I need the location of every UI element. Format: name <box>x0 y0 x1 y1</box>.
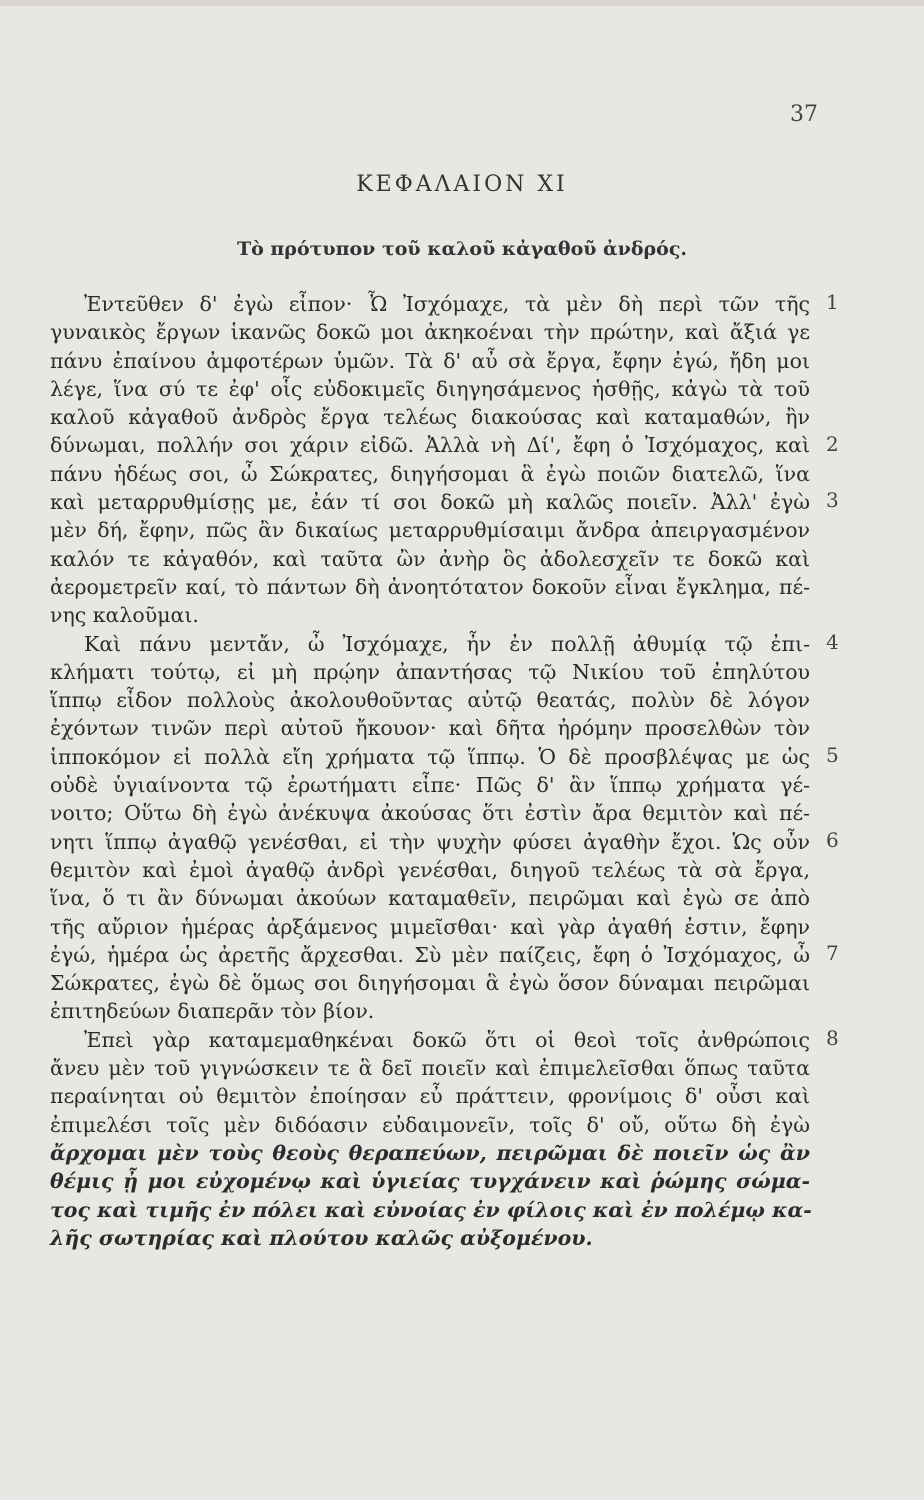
text-line: ἵνα, ὅ τι ἂν δύνωμαι ἀκούων καταμαθεῖν, πειρῶμαι καὶ ἐγὼ σε ἀπὸ <box>50 886 810 911</box>
text-line: Σώκρατες, ἐγὼ δὲ ὅμως σοι διηγήσομαι ἃ ἐγὼ ὅσον δύναμαι πειρῶμαι <box>50 971 810 996</box>
section-number: 6 <box>826 827 839 852</box>
section-number: 5 <box>826 742 839 767</box>
text-line: Ἐντεῦθεν δ' ἐγὼ εἶπον· Ὦ Ἰσχόμαχε, τὰ μὲν δὴ περὶ τῶν τῆς <box>84 292 810 316</box>
text-line: περαίνηται οὐ θεμιτὸν ἐποίησαν εὖ πράττειν, φρονίμοις δ' οὖσι καὶ <box>50 1084 810 1109</box>
text-line: νοιτο; Οὕτω δὴ ἐγὼ ἀνέκυψα ἀκούσας ὅτι ἐστὶν ἄρα θεμιτὸν καὶ πέ- <box>50 801 810 826</box>
text-line: καλόν τε κἀγαθόν, καὶ ταῦτα ὢν ἀνὴρ ὃς ἀδολεσχεῖν τε δοκῶ καὶ <box>50 546 810 571</box>
text-line: λέγε, ἵνα σύ τε ἐφ' οἷς εὐδοκιμεῖς διηγησάμενος ἡσθῇς, κἀγὼ τὰ τοῦ <box>50 376 810 401</box>
text-line: οὐδὲ ὑγιαίνοντα τῷ ἐρωτήματι εἶπε· Πῶς δ' ἂν ἵππῳ χρήματα γέ- <box>50 773 810 798</box>
text-line: ἐχόντων τινῶν περὶ αὐτοῦ ἤκουον· καὶ δῆτα ἠρόμην προσελθὼν τὸν <box>50 716 810 741</box>
text-line: ἐπιμελέσι τοῖς μὲν διδόασιν εὐδαιμονεῖν, τοῖς δ' οὔ, οὕτω δὴ ἐγὼ <box>50 1112 810 1137</box>
text-line: θεμιτὸν καὶ ἐμοὶ ἀγαθῷ ἀνδρὶ γενέσθαι, διηγοῦ τελέως τὰ σὰ ἔργα, <box>50 857 810 882</box>
text-line: θέμις ᾖ μοι εὐχομένῳ καὶ ὑγιείας τυγχάνειν καὶ ῥώμης σώμα- <box>50 1169 810 1194</box>
text-line: κλήματι τούτῳ, εἰ μὴ πρῴην ἀπαντήσας τῷ Νικίου τοῦ ἐπηλύτου <box>50 659 810 684</box>
section-number: 3 <box>826 488 839 513</box>
text-line: ἐπιτηδεύων διαπερᾶν τὸν βίον. <box>50 999 375 1024</box>
text-line: νης καλοῦμαι. <box>50 603 199 628</box>
text-line: πάνυ ἐπαίνου ἀμφοτέρων ὑμῶν. Τὰ δ' αὖ σὰ ἔργα, ἔφην ἐγώ, ἤδη μοι <box>50 348 810 373</box>
section-number: 7 <box>826 940 839 965</box>
text-line: ἀερομετρεῖν καί, τὸ πάντων δὴ ἀνοητότατον δοκοῦν εἶναι ἔγκλημα, πέ- <box>50 574 810 599</box>
text-line: ἄνευ μὲν τοῦ γιγνώσκειν τε ἃ δεῖ ποιεῖν καὶ ἐπιμελεῖσθαι ὅπως ταῦτα <box>50 1056 810 1081</box>
text-line: Ἐπεὶ γὰρ καταμεμαθηκέναι δοκῶ ὅτι οἱ θεοὶ τοῖς ἀνθρώποις <box>84 1027 810 1052</box>
section-number: 1 <box>826 290 839 314</box>
text-line: πάνυ ἡδέως σοι, ὦ Σώκρατες, διηγήσομαι ἃ ἐγὼ ποιῶν διατελῶ, ἵνα <box>50 461 810 486</box>
text-line: ἱπποκόμον εἰ πολλὰ εἴη χρήματα τῷ ἵππῳ. Ὁ δὲ προσβλέψας με ὡς <box>50 744 810 769</box>
text-line: ἵππῳ εἶδον πολλοὺς ἀκολουθοῦντας αὐτῷ θεατάς, πολὺν δὲ λόγον <box>50 688 810 713</box>
page-number: 37 <box>790 102 818 127</box>
page-top-edge <box>0 0 924 6</box>
text-line: τος καὶ τιμῆς ἐν πόλει καὶ εὐνοίας ἐν φίλοις καὶ ἐν πολέμῳ κα- <box>50 1197 812 1222</box>
text-line: καὶ μεταρρυθμίσῃς με, ἐάν τί σοι δοκῶ μὴ καλῶς ποιεῖν. Ἀλλ' ἐγὼ <box>50 490 810 515</box>
chapter-subtitle: Τὸ πρότυπον τοῦ καλοῦ κἀγαθοῦ ἀνδρός. <box>236 238 688 260</box>
text-line: ἐγώ, ἡμέρα ὡς ἀρετῆς ἄρχεσθαι. Σὺ μὲν παίζεις, ἔφη ὁ Ἰσχόμαχος, ὦ <box>50 942 810 967</box>
text-line: ἄρχομαι μὲν τοὺς θεοὺς θεραπεύων, πειρῶμαι δὲ ποιεῖν ὡς ἂν <box>50 1140 810 1165</box>
text-line: μὲν δή, ἔφην, πῶς ἂν δικαίως μεταρρυθμίσαιμι ἄνδρα ἀπειργασμένον <box>50 518 810 543</box>
text-line: λῆς σωτηρίας καὶ πλούτου καλῶς αὐξομένου. <box>50 1225 593 1250</box>
text-line: τῆς αὔριον ἡμέρας ἀρξάμενος μιμεῖσθαι· καὶ γὰρ ἀγαθή ἐστιν, ἔφην <box>50 914 810 939</box>
section-number: 8 <box>826 1025 839 1050</box>
section-number: 2 <box>826 431 839 456</box>
text-line: δύνωμαι, πολλήν σοι χάριν εἰδῶ. Ἀλλὰ νὴ Δί', ἔφη ὁ Ἰσχόμαχος, καὶ <box>50 433 810 458</box>
text-line: γυναικὸς ἔργων ἱκανῶς δοκῶ μοι ἀκηκοέναι τὴν πρώτην, καὶ ἄξιά γε <box>50 320 810 345</box>
chapter-title: ΚΕΦΑΛΑΙΟΝ XI <box>356 172 568 197</box>
text-line: καλοῦ κἀγαθοῦ ἀνδρὸς ἔργα τελέως διακούσας καὶ καταμαθών, ἢν <box>50 405 810 430</box>
text-line: Καὶ πάνυ μεντἄν, ὦ Ἰσχόμαχε, ἦν ἐν πολλῇ ἀθυμίᾳ τῷ ἐπι- <box>84 631 810 656</box>
body-text <box>50 290 810 1252</box>
section-number: 4 <box>826 629 839 654</box>
text-line: νητι ἵππῳ ἀγαθῷ γενέσθαι, εἰ τὴν ψυχὴν φύσει ἀγαθὴν ἔχοι. Ὡς οὖν <box>50 829 810 854</box>
